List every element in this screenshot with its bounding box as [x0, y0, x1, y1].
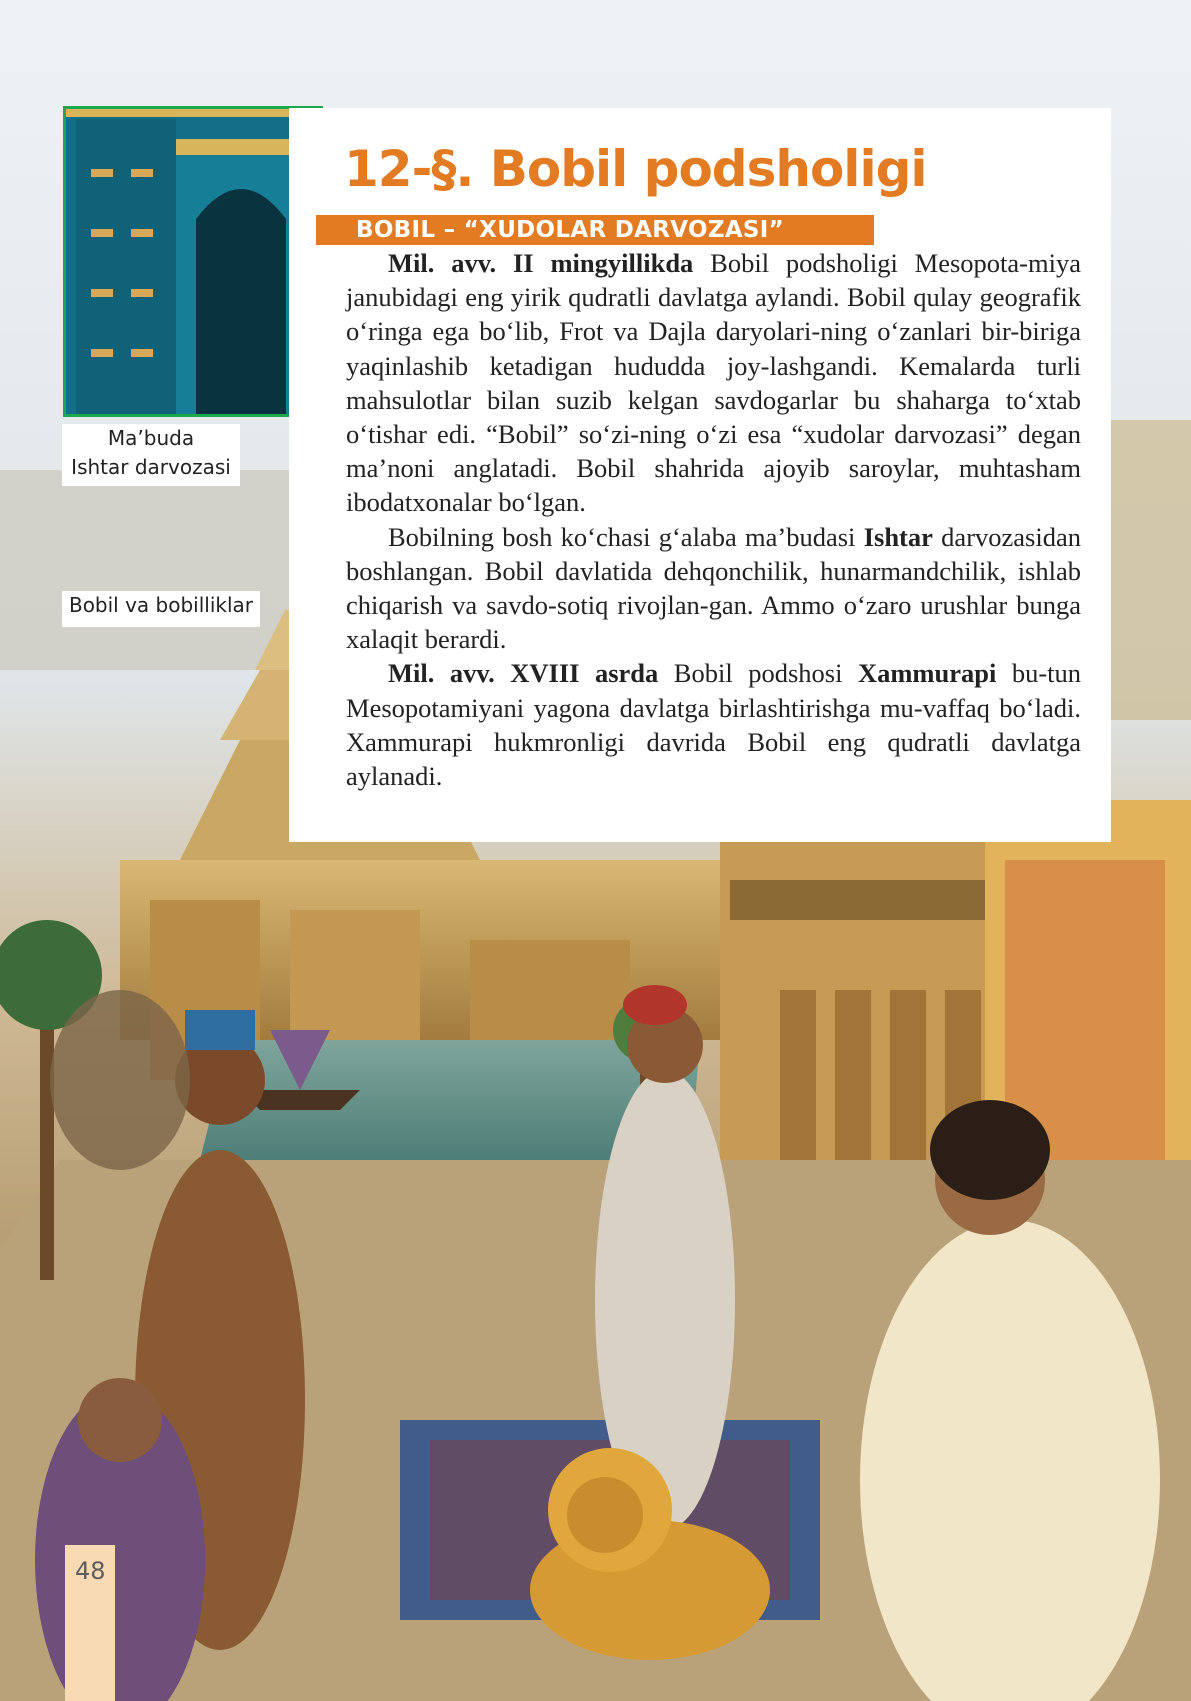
paragraph-3 [346, 656, 1081, 793]
ishtar-gate-photo [63, 106, 323, 417]
paragraph-2-bold: Ishtar [863, 521, 933, 552]
gate-caption [62, 424, 240, 486]
paragraph-2 [346, 520, 1081, 657]
paragraph-1 [346, 246, 1081, 520]
page-title: 12-§. Bobil podsholigi [344, 140, 927, 198]
people-caption: Bobil va bobilliklar [62, 591, 260, 627]
paragraph-3-bold-a: Mil. avv. XVIII asrda [388, 658, 659, 689]
page-number: 48 [75, 1557, 106, 1585]
paragraph-2-text-a: Bobilning bosh ko‘chasi g‘alaba ma’budasi [388, 521, 864, 552]
main-text-panel [289, 108, 1111, 842]
paragraph-2-text-b: darvozasidan boshlangan. Bobil davlatida dehqonchilik, hunarmandchilik, ishlab chiqarish va savdo-sotiq rivojlan-gan. Ammo o‘zaro urushlar bunga xalaqit berardi. [346, 521, 1081, 655]
paragraph-3-text-b: bu-tun Mesopotamiyani yagona davlatga birlashtirishga mu-vaffaq bo‘ladi. Xammurapi hukmronligi davrida Bobil eng qudratli davlatga aylanadi. [346, 658, 1082, 792]
gate-caption-line2: Ishtar darvozasi [71, 455, 231, 479]
section-heading: BOBIL – “XUDOLAR DARVOZASI” [316, 215, 874, 245]
body-text [346, 246, 1081, 793]
gate-caption-line1: Ma’buda [107, 426, 195, 450]
paragraph-1-bold: Mil. avv. II mingyillikda [388, 248, 694, 278]
page-number-tab [65, 1545, 115, 1701]
paragraph-1-text: Bobil podsholigi Mesopota-miya janubidagi eng yirik qudratli davlatga aylandi. Bobil qulay geografik o‘ringa ega bo‘lib, Frot va Dajla daryolari-ning o‘zanlari bir-biriga yaqinlashib ketadigan hududda joy-lashgandi. Kemalarda turli mahsulotlar bilan suzib kelgan savdogarlar bu shaharga to‘xtab o‘tishar edi. “Bobil” so‘zi-ning o‘zi esa “xudolar darvozasi” degan ma’noni anglatadi. Bobil shahrida ajoyib saroylar, muhtasham ibodatxonalar bo‘lgan. [346, 248, 1081, 518]
paragraph-3-text-a: Bobil podshosi [658, 658, 858, 689]
paragraph-3-bold-b: Xammurapi [857, 658, 997, 689]
